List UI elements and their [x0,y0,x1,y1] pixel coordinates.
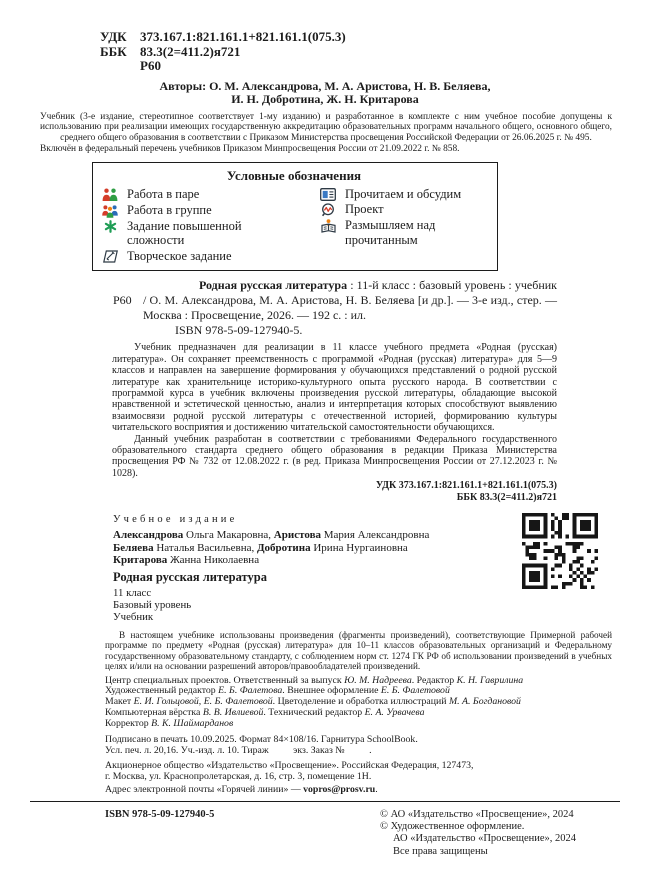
footer-divider [30,801,620,802]
legend-item-read-discuss [319,187,487,202]
credits-line-4: Компьютерная вёрстка В. В. Ивлиевой. Технический редактор Е. А. Урвачева [105,707,425,719]
print-info-line-2: Усл. печ. л. 20,16. Уч.-изд. л. 10. Тираж экз. Заказ № . [105,744,372,756]
bbk-right: ББК 83.3(2=411.2)я721 [456,492,557,504]
author-surname: Критарова [113,554,168,567]
editor-name: В. К. Шаймарданов [151,717,234,729]
reflect-icon [319,219,337,233]
udk-line [100,30,650,45]
author-surname: Беляева [113,541,154,554]
edition-meta [113,587,612,623]
edition-level: Базовый уровень [113,599,192,612]
copyright-line-2: © Художественное оформление. [380,820,525,832]
bib-title: Родная русская литература [199,278,348,293]
edition-kind: Учебник [113,611,154,624]
udk-value: 373.167.1:821.161.1+821.161.1(075.3) [140,29,346,44]
annotation-paragraph-2: Данный учебник разработан в соответствии с требованиями Федерального государственного образовательного стандарта среднего общего образования в редакции Приказа Министерства просвещения РФ № 732 от 12.08.2022 г. (в ред. Приказа Минпросвещения России от 27.12.2023 г. № 1028). [112,433,557,479]
classification-codes [0,0,650,74]
edition-heading: Учебное издание [113,514,238,526]
credits-line-2: Художественный редактор Е. Б. Фалетова. Внешнее оформление Е. Б. Фалетовой [105,685,450,697]
approval-note [40,112,612,155]
legend-item-advanced-task [101,219,319,248]
bibliographic-entry [113,278,557,338]
footer-isbn: ISBN 978-5-09-127940-5 [105,808,215,820]
author-name: Мария Александровна [321,529,430,542]
bib-description [143,278,557,323]
author-surname: Аристова [273,529,322,542]
authors-line-1: Авторы: О. М. Александрова, М. А. Аристова, Н. В. Беляева, [159,78,491,93]
editor-name: Ю. М. Надреева [344,674,412,686]
publisher-address-line-1: Акционерное общество «Издательство «Просвещение». Российская Федерация, 127473, [105,759,474,771]
copyright-line-4: Все права защищены [393,845,488,857]
author-surname: Добротина [256,541,311,554]
credits-line-1: Центр специальных проектов. Ответственный за выпуск Ю. М. Надреева. Редактор К. Н. Гаврилина [105,674,524,686]
udk-right: УДК 373.167.1:821.161.1+821.161.1(075.3) [375,480,557,492]
codes-right [112,480,557,504]
publisher-block [105,760,612,795]
author-surname: Александрова [113,529,184,542]
hotline-email-line: Адрес электронной почты «Горячей линии» — vopros@prosv.ru. [105,783,378,795]
creative-task-icon [101,250,119,263]
copyright-line-1: © АО «Издательство «Просвещение», 2024 [380,808,574,820]
author-name: Ольга Макаровна, [183,529,274,542]
group-work-icon [101,204,119,218]
editor-name: Е. Б. Фалетова [218,685,283,697]
author-name: Жанна Николаевна [167,554,260,567]
credits-line-5: Корректор В. К. Шаймарданов [105,717,234,729]
hotline-email: vopros@prosv.ru [303,783,376,795]
bbk-line [100,45,650,60]
legend-label: Прочитаем и обсудим [345,186,462,201]
editor-name: Е. И. Гольцовой, Е. Б. Фалетовой [133,696,273,708]
annotation [112,342,557,479]
project-icon [319,203,337,217]
book-code: Р60 [140,58,161,73]
authors-heading [0,80,650,107]
legend-item-project [319,202,487,217]
approval-paragraph: Учебник (3-е издание, стереотипное соответствует 1-му изданию) и разработанное в комплекте с ним учебное пособие допущены к использованию при реализации имеющих государственную аккредитацию образовательных программ начального общего, основного общего, среднего общего образования в соответствии с Приказом Министерства просвещения Российской Федерации от 26.06.2025 г. № 495. [40,111,612,143]
legend-item-creative-task [101,249,319,264]
authors-line-2: И. Н. Добротина, Ж. Н. Критарова [231,92,419,106]
federal-list-note: Включён в федеральный перечень учебников Приказом Минпросвещения России от 21.09.2022 г. № 858. [40,144,460,155]
legend-box [92,162,498,272]
edition-book-title: Родная русская литература [113,570,267,585]
bib-code: Р60 [113,293,132,308]
legend-title: Условные обозначения [226,167,362,183]
footer [105,809,612,858]
print-info [105,734,612,756]
editor-name: Е. А. Урвачева [364,707,425,719]
read-discuss-icon [319,188,337,201]
advanced-task-icon [101,220,119,233]
copyright-block [380,809,612,858]
udk-label: УДК [100,29,127,44]
legend-label: Размышляем над прочитанным [345,218,436,247]
legend-label: Работа в группе [127,202,212,217]
editor-name: К. Н. Гаврилина [456,674,524,686]
author-name: Наталья Васильевна, [153,541,257,554]
annotation-paragraph-1: Учебник предназначен для реализации в 11 классе учебного предмета «Родная (русская) литература». Он сохраняет преемственность с программой «Родная (русская) литература» для 5—9 классов и направлен на завершение формирования у обучающихся представлений о родной русской литературе как хранительнице историко-культурного опыта русского народа. В соответствии с программой курса в учебник включены произведения русской литературы, обладающие высокой нравственной и эстетической ценностью, анализ и интерпретация которых способствуют выявлению взаимосвязи родной русской литературы с отечественной историей, формированию культуры читательского восприятия и достижению читательской самостоятельности обучающихся. [112,342,557,434]
legend-item-reflect [319,218,487,247]
legend-label: Творческое задание [127,248,232,263]
bbk-label: ББК [100,43,127,59]
legend-label: Задание повышенной сложности [127,218,242,248]
editor-name: Е. Б. Фалетовой [380,685,450,697]
credits-line-3: Макет Е. И. Гольцовой, Е. Б. Фалетовой. Цветоделение и обработка иллюстраций М. А. Богдановой [105,696,521,708]
editor-name: М. А. Богдановой [448,696,521,708]
legend-label: Проект [345,202,384,217]
copyright-line-3: АО «Издательство «Просвещение», 2024 [393,833,577,845]
legend-left-column [101,187,319,265]
usage-note: В настоящем учебнике использованы произведения (фрагменты произведений), соответствующие Примерной рабочей программе по предмету «Родная (русская) литература» для 10–11 классов образовательных организаций и Федеральному государственному образовательному стандарту, с соблюдением норм ст. 1274 ГК РФ об использовании произведений в учебных целях и/или на основании разрешений авторов/правообладателей произведений. [105,630,612,672]
bib-isbn: ISBN 978-5-09-127940-5. [175,323,303,338]
bbk-value: 83.3(2=411.2)я721 [140,43,241,59]
author-name: Ирина Нургаиновна [310,541,408,554]
editor-name: В. В. Ивлиевой [202,707,264,719]
legend-label: Работа в паре [127,186,200,201]
legend-item-group-work [101,203,319,218]
credits-block [105,676,612,730]
publisher-address-line-2: г. Москва, ул. Краснопролетарская, д. 16, стр. 3, помещение 1Н. [105,770,372,782]
legend-right-column [319,187,487,265]
edition-grade: 11 класс [113,587,152,600]
pair-work-icon [101,188,119,202]
edition-block [113,513,612,623]
print-info-line-1: Подписано в печать 10.09.2025. Формат 84×108/16. Гарнитура SchoolBook. [105,733,418,745]
qr-code [522,513,598,589]
bib-details: : 11-й класс : базовый уровень : учебник / О. М. Александрова, М. А. Аристова, Н. В. Беляева [и др.]. — 3-е изд., стер. — Москва : Просвещение, 2026. — 192 с. : ил. [143,278,558,323]
legend-item-pair-work [101,187,319,202]
